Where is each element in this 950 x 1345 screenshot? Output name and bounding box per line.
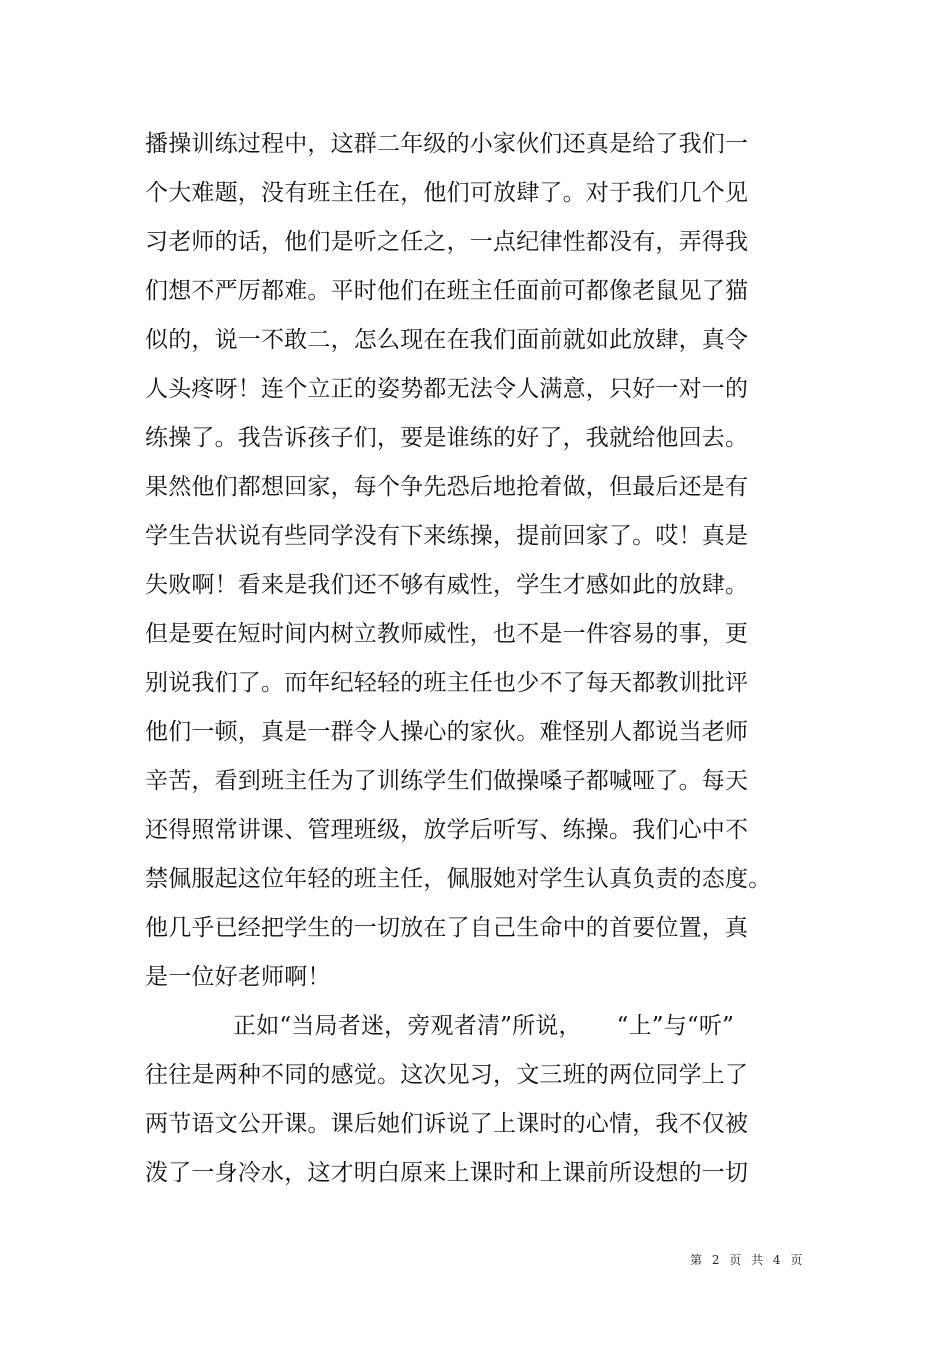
text-line: 似的，说一不敢二，怎么现在在我们面前就如此放肆，真令 — [145, 327, 749, 353]
text-line: 是一位好老师啊！ — [145, 964, 331, 990]
text-line: 别说我们了。而年纪轻轻的班主任也少不了每天都教训批评 — [145, 670, 749, 696]
text-line: 他们一顿，真是一群令人操心的家伙。难怪别人都说当老师 — [145, 719, 749, 745]
text-line: 练操了。我告诉孩子们，要是谁练的好了，我就给他回去。 — [145, 425, 749, 451]
text-line: 他几乎已经把学生的一切放在了自己生命中的首要位置，真 — [145, 915, 749, 941]
text-line: 人头疼呀！连个立正的姿势都无法令人满意，只好一对一的 — [145, 376, 749, 402]
text-line: 果然他们都想回家，每个争先恐后地抢着做，但最后还是有 — [145, 474, 749, 500]
text-line: 学生告状说有些同学没有下来练操，提前回家了。哎！真是 — [145, 523, 749, 549]
body-text — [145, 120, 825, 1198]
text-line: 但是要在短时间内树立教师威性，也不是一件容易的事，更 — [145, 621, 749, 647]
text-line: 两节语文公开课。课后她们诉说了上课时的心情，我不仅被 — [145, 1111, 749, 1137]
text-line: 泼了一身冷水，这才明白原来上课时和上课前所设想的一切 — [145, 1160, 749, 1186]
text-line: 失败啊！看来是我们还不够有威性，学生才感如此的放肆。 — [145, 572, 749, 598]
text-line: 播操训练过程中，这群二年级的小家伙们还真是给了我们一 — [145, 131, 749, 157]
text-line: 正如“当局者迷，旁观者清”所说， “上”与“听” — [233, 1013, 735, 1039]
text-line: 们想不严厉都难。平时他们在班主任面前可都像老鼠见了猫 — [145, 278, 749, 304]
text-line: 习老师的话，他们是听之任之，一点纪律性都没有，弄得我 — [145, 229, 749, 255]
text-line: 辛苦，看到班主任为了训练学生们做操嗓子都喊哑了。每天 — [145, 768, 749, 794]
page-footer: 第 2 页 共 4 页 — [690, 1253, 806, 1267]
text-line: 个大难题，没有班主任在，他们可放肆了。对于我们几个见 — [145, 180, 749, 206]
text-line: 还得照常讲课、管理班级，放学后听写、练操。我们心中不 — [145, 817, 749, 843]
text-line: 禁佩服起这位年轻的班主任，佩服她对学生认真负责的态度。 — [145, 866, 772, 892]
text-line: 往往是两种不同的感觉。这次见习，文三班的两位同学上了 — [145, 1062, 749, 1088]
